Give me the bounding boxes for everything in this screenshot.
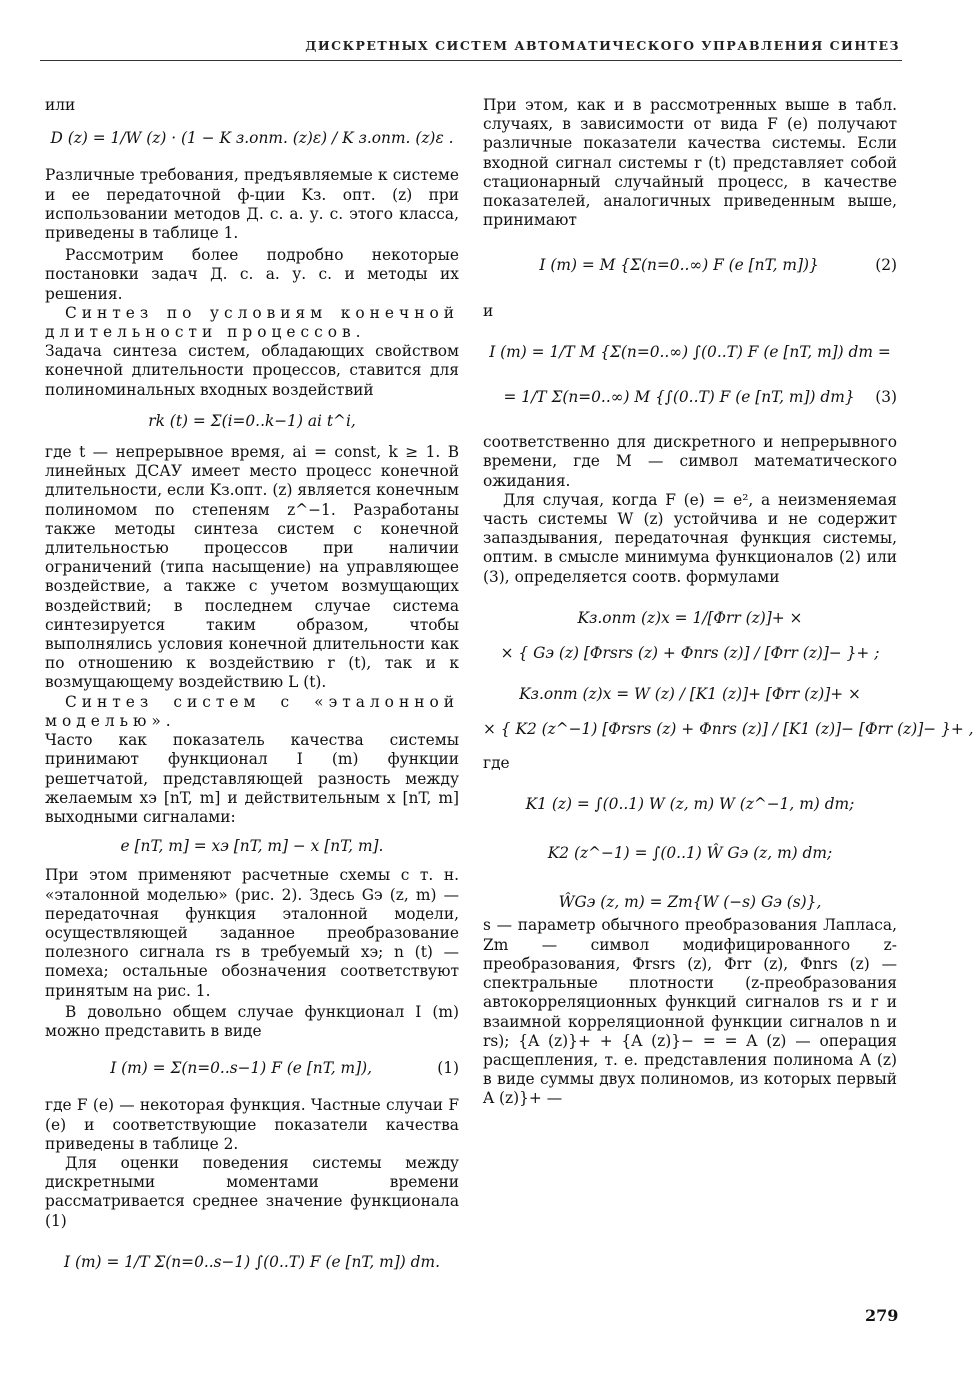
paragraph: s — параметр обычного преобразования Лапласа, Zm — символ модифицированного z-преобразования, Φrsrs (z), Φrr (z), Φnrs (z) — спектральные плотности (z-преобразования автокорреляционных функций сигналов rs и r и взаимной корреляционной функции сигналов n и rs); {A (z)}+ + {A (z)}− = = A (z) — операция расщепления, т. е. представления полинома A (z) в виде суммы двух полиномов, из которых первый A (z)}+ — xyxy=(483,916,897,1108)
paragraph: где t — непрерывное время, ai = const, k ≥ 1. В линейных ДСАУ имеет место процесс конечной длительности, если Kз.опт. (z) является конечным полиномом по степеням z^−1. Разработаны также методы синтеза систем с конечной длительностью процессов при наличии ограничений (типа насыщение) на управляющее воздействие, а также с учетом возмущающих воздействий; в последнем случае система синтезируется таким образом, чтобы выполнялись условия конечной длительности как по отношению к воздействию r (t), так и к возмущающему воздействию L (t). xyxy=(45,443,459,692)
equation-number-3: (3) xyxy=(875,388,897,407)
paragraph: При этом, как и в рассмотренных выше в табл. случаях, в зависимости от вида F (e) получают различные показатели качества системы. Если входной сигнал системы r (t) представляет собой стационарный случайный процесс, в качестве показателей, аналогичных приведенным выше, принимают xyxy=(483,96,897,230)
formula-k2b: × { K2 (z^−1) [Φrsrs (z) + Φnrs (z)] / [K1 (z)]− [Φrr (z)]− }+ , xyxy=(483,720,974,739)
formula-k2a: Kз.опт (z)x = W (z) / [K1 (z)]+ [Φrr (z)]+ × xyxy=(519,685,861,704)
formula-3b xyxy=(483,388,897,407)
formula-WG: ŴGэ (z, m) = Zm{W (−s) Gэ (s)}, xyxy=(558,893,822,912)
paragraph: При этом применяют расчетные схемы с т. н. «эталонной моделью» (рис. 2). Здесь Gэ (z, m) — передаточная функция эталонной модели, осуществляющей заданное преобразование полезного сигнала rs в требуемый xэ; n (t) — помеха; остальные обозначения соответствуют принятым на рис. 1. xyxy=(45,866,459,1000)
formula-D: D (z) = 1/W (z) · (1 − K з.опт. (z)ε) / K з.опт. (z)ε . xyxy=(50,129,454,148)
section-title-finite-duration: Синтез по условиям конечной длительности процессов. xyxy=(45,303,459,342)
formula-K1: K1 (z) = ∫(0..1) W (z, m) W (z^−1, m) dm; xyxy=(525,794,855,813)
running-header: ДИСКРЕТНЫХ СИСТЕМ АВТОМАТИЧЕСКОГО УПРАВЛЕНИЯ СИНТЕЗ xyxy=(305,38,900,53)
formula-r: rk (t) = Σ(i=0..k−1) ai t^i, xyxy=(148,411,356,430)
paragraph: Рассмотрим более подробно некоторые постановки задач Д. с. а. у. с. и методы их решения. xyxy=(45,246,459,303)
formula-k1a: Kз.опт (z)x = 1/[Φrr (z)]+ × xyxy=(577,608,803,627)
right-column xyxy=(483,96,974,1109)
text-gde: где xyxy=(483,753,510,772)
formula-1-body: I (m) = Σ(n=0..s−1) F (e [nT, m]), xyxy=(110,1059,372,1078)
formula-K2: K2 (z^−1) = ∫(0..1) Ŵ Gэ (z, m) dm; xyxy=(547,844,833,863)
formula-average: I (m) = 1/T Σ(n=0..s−1) ∫(0..T) F (e [nT, m]) dm. xyxy=(63,1252,441,1271)
paragraph: Для случая, когда F (e) = e², а неизменяемая часть системы W (z) устойчива и не содержит запаздывания, передаточная функция системы, оптим. в смысле минимума функционалов (2) или (3), определяется соотв. формулами xyxy=(483,490,897,586)
left-column xyxy=(45,96,459,1272)
paragraph: соответственно для дискретного и непрерывного времени, где M — символ математического ожидания. xyxy=(483,433,897,490)
equation-number-1: (1) xyxy=(437,1059,459,1078)
formula-2-body: I (m) = M {Σ(n=0..∞) F (e [nT, m])} xyxy=(539,256,819,275)
formula-3a: I (m) = 1/T M {Σ(n=0..∞) ∫(0..T) F (e [nT, m]) dm = xyxy=(489,342,891,361)
paragraph: где F (e) — некоторая функция. Частные случаи F (e) и соответствующие показатели качества приведены в таблице 2. xyxy=(45,1096,459,1153)
paragraph: Задача синтеза систем, обладающих свойством конечной длительности процессов, ставится для полиноминальных входных воздействий xyxy=(45,342,459,399)
paragraph: Различные требования, предъявляемые к системе и ее передаточной ф-ции Kз. опт. (z) при использовании методов Д. с. а. у. с. этого класса, приведены в таблице 1. xyxy=(45,166,459,243)
formula-2 xyxy=(483,256,897,275)
paragraph: Часто как показатель качества системы принимают функционал I (m) функции решетчатой, представляющей разность между желаемым xэ [nT, m] и действительным x [nT, m] выходными сигналами: xyxy=(45,731,459,826)
text-ili: или xyxy=(45,96,76,114)
formula-e: e [nT, m] = xэ [nT, m] − x [nT, m]. xyxy=(120,837,384,856)
equation-number-2: (2) xyxy=(875,256,897,275)
header-rule xyxy=(40,60,902,61)
formula-1 xyxy=(45,1059,459,1078)
paragraph: Для оценки поведения системы между дискретными моментами времени рассматривается среднее значение функционала (1) xyxy=(45,1153,459,1230)
formula-k1b: × { Gэ (z) [Φrsrs (z) + Φnrs (z)] / [Φrr (z)]− }+ ; xyxy=(500,644,880,663)
paragraph: В довольно общем случае функционал I (m) можно представить в виде xyxy=(45,1002,459,1040)
page-number: 279 xyxy=(865,1306,899,1325)
text-i: и xyxy=(483,301,494,320)
formula-3b-body: = 1/T Σ(n=0..∞) M {∫(0..T) F (e [nT, m]) dm} xyxy=(503,388,855,407)
section-title-reference-model: Синтез систем с «эталонной моделью». xyxy=(45,692,459,730)
